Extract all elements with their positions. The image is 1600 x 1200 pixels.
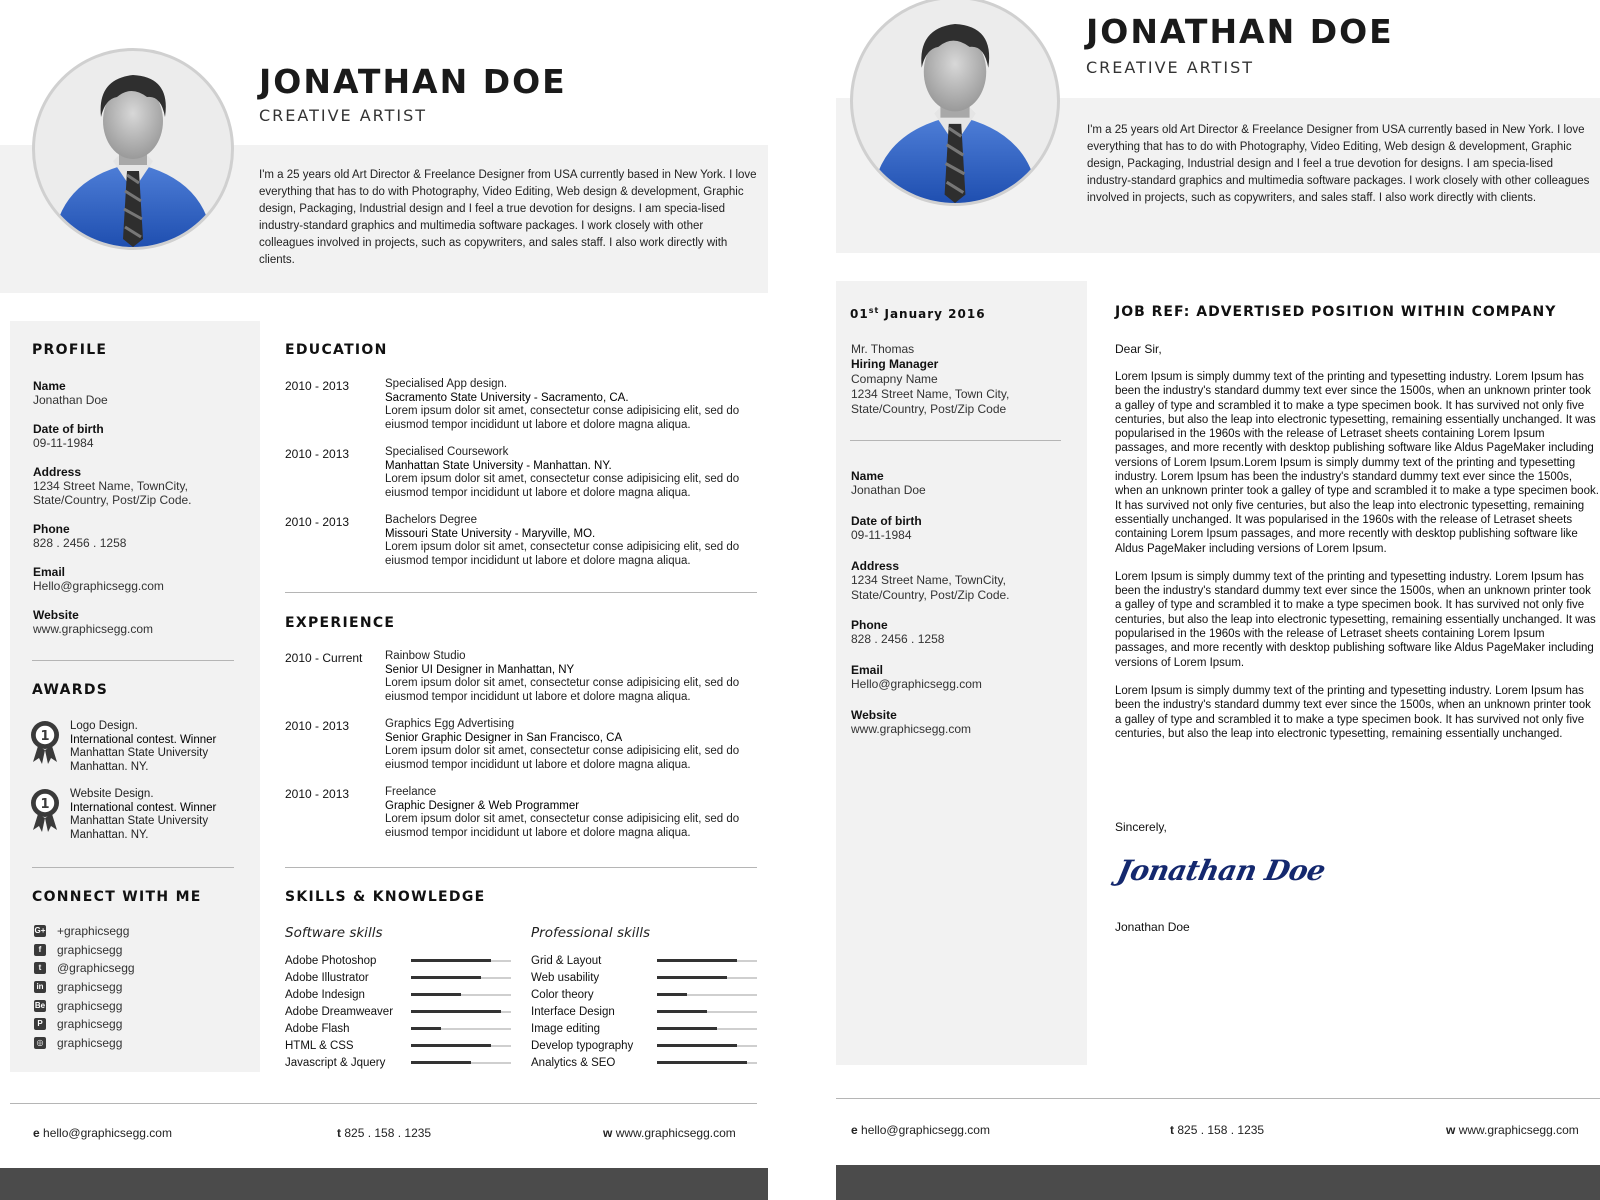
letter-name-value: Jonathan Doe (851, 483, 926, 497)
skill-name: Interface Design (531, 1005, 615, 1018)
letter-email-label: Email (851, 663, 884, 677)
social-handle: graphicsegg (57, 942, 123, 957)
experience-heading: EXPERIENCE (285, 615, 396, 631)
social-handle: graphicsegg (57, 980, 123, 995)
dribbble-icon: ◎ (34, 1037, 46, 1049)
award-line: International contest. Winner (70, 801, 217, 814)
letter-address-label: Address (851, 559, 900, 573)
skill-level-bar (657, 1011, 757, 1013)
footer-phone (337, 1126, 431, 1140)
professional-skills-list (531, 952, 757, 1071)
recipient-block (851, 342, 1009, 417)
entry-title: Bachelors Degree (385, 514, 478, 526)
main-divider (285, 867, 757, 868)
skill-row (285, 969, 511, 986)
skill-name: Grid & Layout (531, 954, 602, 967)
software-skills-heading: Software skills (285, 925, 383, 941)
entry-years: 2010 - 2013 (285, 447, 350, 461)
award-title: Website Design. (70, 788, 154, 800)
letter-body (1115, 370, 1600, 755)
social-link[interactable] (34, 959, 135, 978)
skill-level-bar (657, 1045, 757, 1047)
skill-row (285, 1054, 511, 1071)
skill-level-bar (657, 994, 757, 996)
entry-years: 2010 - 2013 (285, 379, 350, 393)
skill-row (285, 1020, 511, 1037)
entry-desc: Lorem ipsum dolor sit amet, consectetur conse adipisicing elit, sed do (385, 745, 740, 757)
award-ribbon-icon (30, 720, 60, 764)
svg-text:1: 1 (40, 729, 50, 744)
skill-level-fill (411, 976, 481, 979)
footer-email-value: hello@graphicsegg.com (43, 1126, 172, 1140)
sidebar-divider (32, 867, 234, 868)
footer-web-value: www.graphicsegg.com (1458, 1123, 1579, 1137)
skill-level-fill (411, 959, 491, 962)
avatar (850, 0, 1060, 206)
skill-level-fill (411, 1061, 471, 1064)
entry-title: Specialised Coursework (385, 446, 509, 458)
skill-level-bar (657, 1028, 757, 1030)
letter-title: CREATIVE ARTIST (1086, 58, 1255, 77)
skill-name: Adobe Photoshop (285, 954, 377, 967)
footer-divider (10, 1103, 757, 1104)
footer-web[interactable] (603, 1126, 736, 1140)
social-link[interactable] (34, 996, 135, 1015)
letter-name: JONATHAN DOE (1086, 12, 1394, 51)
pinterest-icon: P (34, 1018, 46, 1030)
entry-years: 2010 - 2013 (285, 515, 350, 529)
entry-place: Missouri State University - Maryville, MO. (385, 527, 596, 540)
skill-level-fill (411, 993, 461, 996)
skill-name: Image editing (531, 1022, 601, 1035)
award-title: Logo Design. (70, 720, 138, 732)
professional-skills-heading: Professional skills (531, 925, 651, 941)
skill-level-bar (411, 1045, 511, 1047)
skill-level-fill (657, 993, 687, 996)
date-rest: January 2016 (879, 307, 986, 321)
footer-phone-prefix: t (1170, 1123, 1174, 1137)
entry-years: 2010 - 2013 (285, 719, 350, 733)
recipient-line: Hiring Manager (851, 357, 939, 371)
social-link[interactable] (34, 978, 135, 997)
profile-name-label: Name (33, 379, 66, 393)
skill-level-bar (657, 1062, 757, 1064)
skill-row (285, 1003, 511, 1020)
skill-name: Develop typography (531, 1039, 634, 1052)
entry-years: 2010 - Current (285, 651, 363, 665)
profile-phone-label: Phone (33, 522, 70, 536)
social-list (34, 922, 135, 1052)
resume-title: CREATIVE ARTIST (259, 106, 428, 125)
skill-name: Color theory (531, 988, 594, 1001)
letter-page (836, 0, 1600, 1200)
letter-email-value[interactable]: Hello@graphicsegg.com (851, 677, 982, 691)
social-link[interactable] (34, 1015, 135, 1034)
education-heading: EDUCATION (285, 342, 388, 358)
award-line: Manhattan State University (70, 747, 209, 760)
salutation: Dear Sir, (1115, 342, 1162, 356)
skill-level-fill (657, 959, 737, 962)
letter-date (850, 306, 986, 321)
profile-heading: PROFILE (32, 342, 108, 358)
skill-row (531, 986, 757, 1003)
software-skills-list (285, 952, 511, 1071)
signed-name: Jonathan Doe (1115, 920, 1190, 934)
entry-desc: Lorem ipsum dolor sit amet, consectetur conse adipisicing elit, sed do (385, 405, 740, 417)
job-ref-heading: JOB REF: ADVERTISED POSITION WITHIN COMPANY (1115, 304, 1557, 320)
entry-title: Rainbow Studio (385, 650, 466, 662)
entry-place: Graphic Designer & Web Programmer (385, 799, 580, 812)
skill-level-bar (411, 994, 511, 996)
entry-desc: eiusmod tempor incididunt ut labore et dolore magna aliqua. (385, 690, 691, 703)
person-avatar-icon (853, 0, 1057, 203)
entry-body (385, 786, 765, 840)
entry-desc: Lorem ipsum dolor sit amet, consectetur conse adipisicing elit, sed do (385, 473, 740, 485)
main-divider (285, 592, 757, 593)
skill-row (531, 1003, 757, 1020)
letter-paragraph: Lorem Ipsum is simply dummy text of the printing and typesetting industry. Lorem Ipsum has been the industry's standard dummy text ever since the 1500s, when an unknown printer took a galley of type and scrambled it to make a type specimen book. It has survived not only five centuries, but also the leap into electronic typesetting, remaining essentially unchanged. (1115, 684, 1591, 740)
footer-email[interactable] (33, 1126, 172, 1140)
letter-phone-value: 828 . 2456 . 1258 (851, 632, 945, 646)
letter-name-label: Name (851, 469, 884, 483)
footer-web[interactable] (1446, 1123, 1579, 1137)
linkedin-icon: in (34, 981, 46, 993)
entry-title: Graphics Egg Advertising (385, 718, 515, 730)
footer-band (836, 1165, 1600, 1200)
letter-intro: I'm a 25 years old Art Director & Freelance Designer from USA currently based in New York. I love everything that has to do with Photography, Video Editing, Web design & development, Graphic design, Packaging, Industrial design and I feel a true devotion for designs. I am specia-lised industry-standard graphics and multimedia software packages. I work closely with other colleagues involved in projects, such as copywriters, and sales staff. I also work directly with clients. (1087, 124, 1590, 204)
profile-dob-value: 09-11-1984 (33, 436, 94, 450)
behance-icon: Be (34, 1000, 46, 1010)
skill-level-fill (411, 1010, 501, 1013)
footer-phone-value: 825 . 158 . 1235 (344, 1126, 432, 1140)
skill-row (285, 1037, 511, 1054)
skills-heading: SKILLS & KNOWLEDGE (285, 889, 486, 905)
award-item (30, 788, 216, 842)
footer-phone (1170, 1123, 1264, 1137)
connect-heading: CONNECT WITH ME (32, 889, 202, 905)
skill-row (531, 969, 757, 986)
entry-body (385, 514, 765, 568)
entry-title: Specialised App design. (385, 378, 508, 390)
sidebar-divider (32, 660, 234, 661)
entry-desc: eiusmod tempor incididunt ut labore et dolore magna aliqua. (385, 554, 691, 567)
entry-body (385, 718, 765, 772)
letter-address-value: 1234 Street Name, TownCity, (851, 573, 1006, 587)
sidebar-divider (850, 440, 1061, 441)
skill-level-fill (657, 1010, 707, 1013)
footer-web-prefix: w (603, 1126, 613, 1140)
entry-desc: Lorem ipsum dolor sit amet, consectetur conse adipisicing elit, sed do (385, 813, 740, 825)
award-line: Manhattan. NY. (70, 828, 149, 841)
skill-level-fill (657, 1061, 747, 1064)
award-line: Manhattan. NY. (70, 760, 149, 773)
entry-desc: eiusmod tempor incididunt ut labore et dolore magna aliqua. (385, 826, 691, 839)
skill-level-fill (657, 1044, 737, 1047)
footer-divider (836, 1098, 1600, 1099)
footer-phone-prefix: t (337, 1126, 341, 1140)
closing: Sincerely, (1115, 820, 1167, 834)
entry-body (385, 378, 765, 432)
social-handle: graphicsegg (57, 1017, 123, 1032)
recipient-line: Mr. Thomas (851, 342, 915, 356)
entry-body (385, 650, 765, 704)
letter-dob-value: 09-11-1984 (851, 528, 912, 542)
entry-desc: eiusmod tempor incididunt ut labore et dolore magna aliqua. (385, 486, 691, 499)
profile-phone-value: 828 . 2456 . 1258 (33, 536, 127, 550)
entry-title: Freelance (385, 786, 437, 798)
entry-desc: eiusmod tempor incididunt ut labore et dolore magna aliqua. (385, 758, 691, 771)
social-link[interactable] (34, 941, 135, 960)
social-handle: graphicsegg (57, 1035, 123, 1050)
resume-intro: I'm a 25 years old Art Director & Freelance Designer from USA currently based in New York. I love everything that has to do with Photography, Video Editing, Web design & development, Graphic design, Packaging, Industrial design and I feel a true devotion for designs. I am specia-lised industry-standard graphics and multimedia software packages. I work closely with other colleagues involved in projects, such as copywriters, and sales staff. I also work directly with clients. (259, 169, 757, 266)
skill-level-bar (411, 960, 511, 962)
skill-name: Adobe Illustrator (285, 971, 369, 984)
skill-level-bar (657, 960, 757, 962)
recipient-line: State/Country, Post/Zip Code (851, 402, 1007, 416)
skill-name: Web usability (531, 971, 600, 984)
letter-phone-label: Phone (851, 618, 888, 632)
skill-name: Adobe Flash (285, 1022, 350, 1035)
letter-dob-label: Date of birth (851, 514, 922, 528)
twitter-icon: t (34, 962, 46, 974)
social-handle: @graphicsegg (57, 961, 135, 976)
profile-email-label: Email (33, 565, 66, 579)
resume-page (0, 0, 768, 1200)
social-handle: graphicsegg (57, 998, 123, 1013)
profile-dob-label: Date of birth (33, 422, 104, 436)
social-handle: +graphicsegg (57, 924, 130, 939)
profile-website-label: Website (33, 608, 79, 622)
skill-level-bar (411, 1028, 511, 1030)
social-link[interactable] (34, 1034, 135, 1053)
entry-desc: eiusmod tempor incididunt ut labore et dolore magna aliqua. (385, 418, 691, 431)
entry-place: Manhattan State University - Manhattan. NY. (385, 459, 612, 472)
svg-text:1: 1 (40, 797, 50, 812)
footer-email-prefix: e (851, 1123, 858, 1137)
skill-row (285, 986, 511, 1003)
skill-level-bar (411, 1011, 511, 1013)
skill-level-bar (411, 977, 511, 979)
profile-address-label: Address (33, 465, 82, 479)
skill-name: Adobe Indesign (285, 988, 365, 1001)
skill-row (531, 1020, 757, 1037)
letter-website-value[interactable]: www.graphicsegg.com (851, 722, 972, 736)
recipient-line: 1234 Street Name, Town City, (851, 387, 1010, 401)
skill-level-fill (657, 976, 727, 979)
skill-level-bar (657, 977, 757, 979)
footer-email-value: hello@graphicsegg.com (861, 1123, 990, 1137)
skill-level-bar (411, 1062, 511, 1064)
entry-years: 2010 - 2013 (285, 787, 350, 801)
letter-address-value-2: State/Country, Post/Zip Code. (851, 588, 1010, 602)
recipient-line: Comapny Name (851, 372, 938, 386)
signature-image: Jonathan Doe (1114, 854, 1329, 887)
skill-row (531, 952, 757, 969)
avatar (32, 48, 234, 250)
google-plus-icon: G+ (34, 926, 46, 936)
entry-place: Sacramento State University - Sacramento, CA. (385, 391, 629, 404)
social-link[interactable] (34, 922, 135, 941)
skill-row (531, 1054, 757, 1071)
person-avatar-icon (35, 51, 231, 247)
entry-desc: Lorem ipsum dolor sit amet, consectetur conse adipisicing elit, sed do (385, 677, 740, 689)
footer-web-value: www.graphicsegg.com (615, 1126, 736, 1140)
skill-name: HTML & CSS (285, 1039, 354, 1052)
facebook-icon: f (34, 944, 46, 956)
profile-address-value: 1234 Street Name, TownCity, (33, 479, 188, 493)
skill-level-fill (411, 1044, 491, 1047)
skill-level-fill (411, 1027, 441, 1030)
profile-email-value[interactable]: Hello@graphicsegg.com (33, 579, 164, 593)
skill-level-fill (657, 1027, 717, 1030)
award-line: Manhattan State University (70, 815, 209, 828)
date-day: 01 (850, 307, 869, 321)
footer-band (0, 1168, 768, 1200)
skill-name: Analytics & SEO (531, 1056, 616, 1069)
date-suffix: st (868, 306, 880, 315)
letter-website-label: Website (851, 708, 897, 722)
award-item (30, 720, 216, 774)
skill-row (285, 952, 511, 969)
entry-body (385, 446, 765, 500)
entry-place: Senior UI Designer in Manhattan, NY (385, 663, 575, 676)
footer-email[interactable] (851, 1123, 990, 1137)
award-ribbon-icon (30, 788, 60, 832)
letter-paragraph: Lorem Ipsum is simply dummy text of the printing and typesetting industry. Lorem Ipsum has been the industry's standard dummy text ever since the 1500s, when an unknown printer took a galley of type and scrambled it to make a type specimen book. It has survived not only five centuries, but also the leap into electronic typesetting, remaining essentially unchanged. It was popularised in the 1960s with the release of Letraset sheets containing Lorem Ipsum passages, and more recently with desktop publishing software like Aldus PageMaker including versions of Lorem Ipsum. (1115, 570, 1596, 669)
skill-name: Javascript & Jquery (285, 1056, 386, 1069)
letter-paragraph: Lorem Ipsum is simply dummy text of the printing and typesetting industry. Lorem Ipsum has been the industry's standard dummy text ever since the 1500s, when an unknown printer took a galley of type and scrambled it to make a type specimen book. It has survived not only five centuries, but also the leap into electronic typesetting, remaining essentially unchanged. It was popularised in the 1960s with the release of Letraset sheets containing Lorem Ipsum passages, and more recently with desktop publishing software like Aldus PageMaker including versions of Lorem Ipsum.Lorem Ipsum is simply dummy text of the printing and typesetting industry. Lorem Ipsum has been the industry's standard dummy text ever since the 1500s, when an unknown printer took a galley of type and scrambled it to make a type specimen book. It has survived not only five centuries, but also the leap into electronic typesetting, remaining essentially unchanged. It was popularised in the 1960s with the release of Letraset sheets containing Lorem Ipsum passages, and more recently with desktop publishing software like Aldus PageMaker including versions of Lorem Ipsum. (1115, 371, 1599, 555)
footer-phone-value: 825 . 158 . 1235 (1177, 1123, 1265, 1137)
profile-name-value: Jonathan Doe (33, 393, 108, 407)
footer-email-prefix: e (33, 1126, 40, 1140)
entry-desc: Lorem ipsum dolor sit amet, consectetur conse adipisicing elit, sed do (385, 541, 740, 553)
profile-address-value-2: State/Country, Post/Zip Code. (33, 493, 192, 507)
skill-row (531, 1037, 757, 1054)
awards-heading: AWARDS (32, 682, 109, 698)
resume-name: JONATHAN DOE (259, 62, 567, 101)
profile-website-value[interactable]: www.graphicsegg.com (33, 622, 154, 636)
award-line: International contest. Winner (70, 733, 217, 746)
skill-name: Adobe Dreamweaver (285, 1005, 394, 1018)
entry-place: Senior Graphic Designer in San Francisco, CA (385, 731, 623, 744)
footer-web-prefix: w (1446, 1123, 1456, 1137)
